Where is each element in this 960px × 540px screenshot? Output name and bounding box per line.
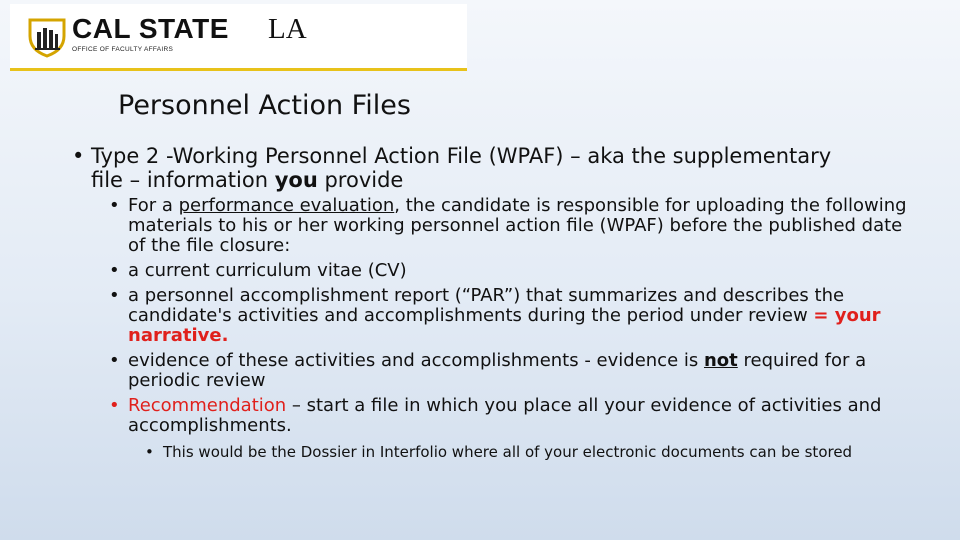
list-item-recommendation bbox=[109, 396, 909, 436]
logo-subtitle: OFFICE OF FACULTY AFFAIRS bbox=[72, 46, 174, 53]
bullet-text bbox=[91, 144, 832, 192]
level1-text: Type 2 -Working Personnel Action File (WPAF) – aka the supplementary file – information bbox=[91, 144, 832, 192]
recommendation-text: – start a file in which you place all your evidence of activities and accomplishments. bbox=[128, 395, 882, 436]
perf-prefix: For a bbox=[128, 195, 179, 216]
par-text: a personnel accomplishment report (“PAR”) that summarizes and describes the candidate's activities and accomplishments during the period under review bbox=[128, 285, 845, 326]
bullet-level3 bbox=[145, 444, 905, 461]
performance-evaluation-link[interactable]: performance evaluation bbox=[178, 195, 395, 216]
bullet-dot: • bbox=[109, 260, 120, 281]
list-item-performance bbox=[109, 196, 909, 256]
level1-text-end: provide bbox=[317, 168, 404, 192]
dossier-text: This would be the Dossier in Interfolio where all of your electronic documents can be stored bbox=[163, 443, 853, 461]
bullet-dot: • bbox=[145, 443, 154, 461]
bullet-dot: • bbox=[109, 195, 120, 216]
recommendation-label: Recommendation bbox=[128, 395, 287, 416]
list-item-cv bbox=[109, 261, 909, 281]
logo-la: LA bbox=[268, 13, 307, 45]
logo-banner bbox=[10, 4, 467, 71]
bullet-dot: • bbox=[72, 144, 85, 168]
sub-bullet-list bbox=[109, 196, 909, 441]
evidence-suffix: required for a periodic review bbox=[128, 350, 867, 391]
not-emphasis: not bbox=[703, 350, 738, 371]
bullet-dot-red: • bbox=[109, 395, 120, 416]
emphasis-you: you bbox=[274, 168, 318, 192]
university-seal-icon bbox=[28, 16, 66, 58]
slide-title: Personnel Action Files bbox=[118, 90, 411, 121]
list-item-evidence bbox=[109, 351, 909, 391]
list-item-par bbox=[109, 286, 909, 346]
logo-wordmark: CAL STATE bbox=[72, 13, 229, 44]
cv-text: a current curriculum vitae (CV) bbox=[128, 260, 407, 281]
evidence-prefix: evidence of these activities and accomplishments - evidence is bbox=[128, 350, 704, 371]
bullet-level1 bbox=[72, 144, 832, 192]
bullet-dot: • bbox=[109, 285, 120, 306]
bullet-dot: • bbox=[109, 350, 120, 371]
perf-suffix: , the candidate is responsible for uploading the following materials to his or her working personnel action file (WPAF) before the published date of the file closure: bbox=[128, 195, 907, 256]
narrative-emphasis: = your narrative. bbox=[128, 305, 881, 346]
